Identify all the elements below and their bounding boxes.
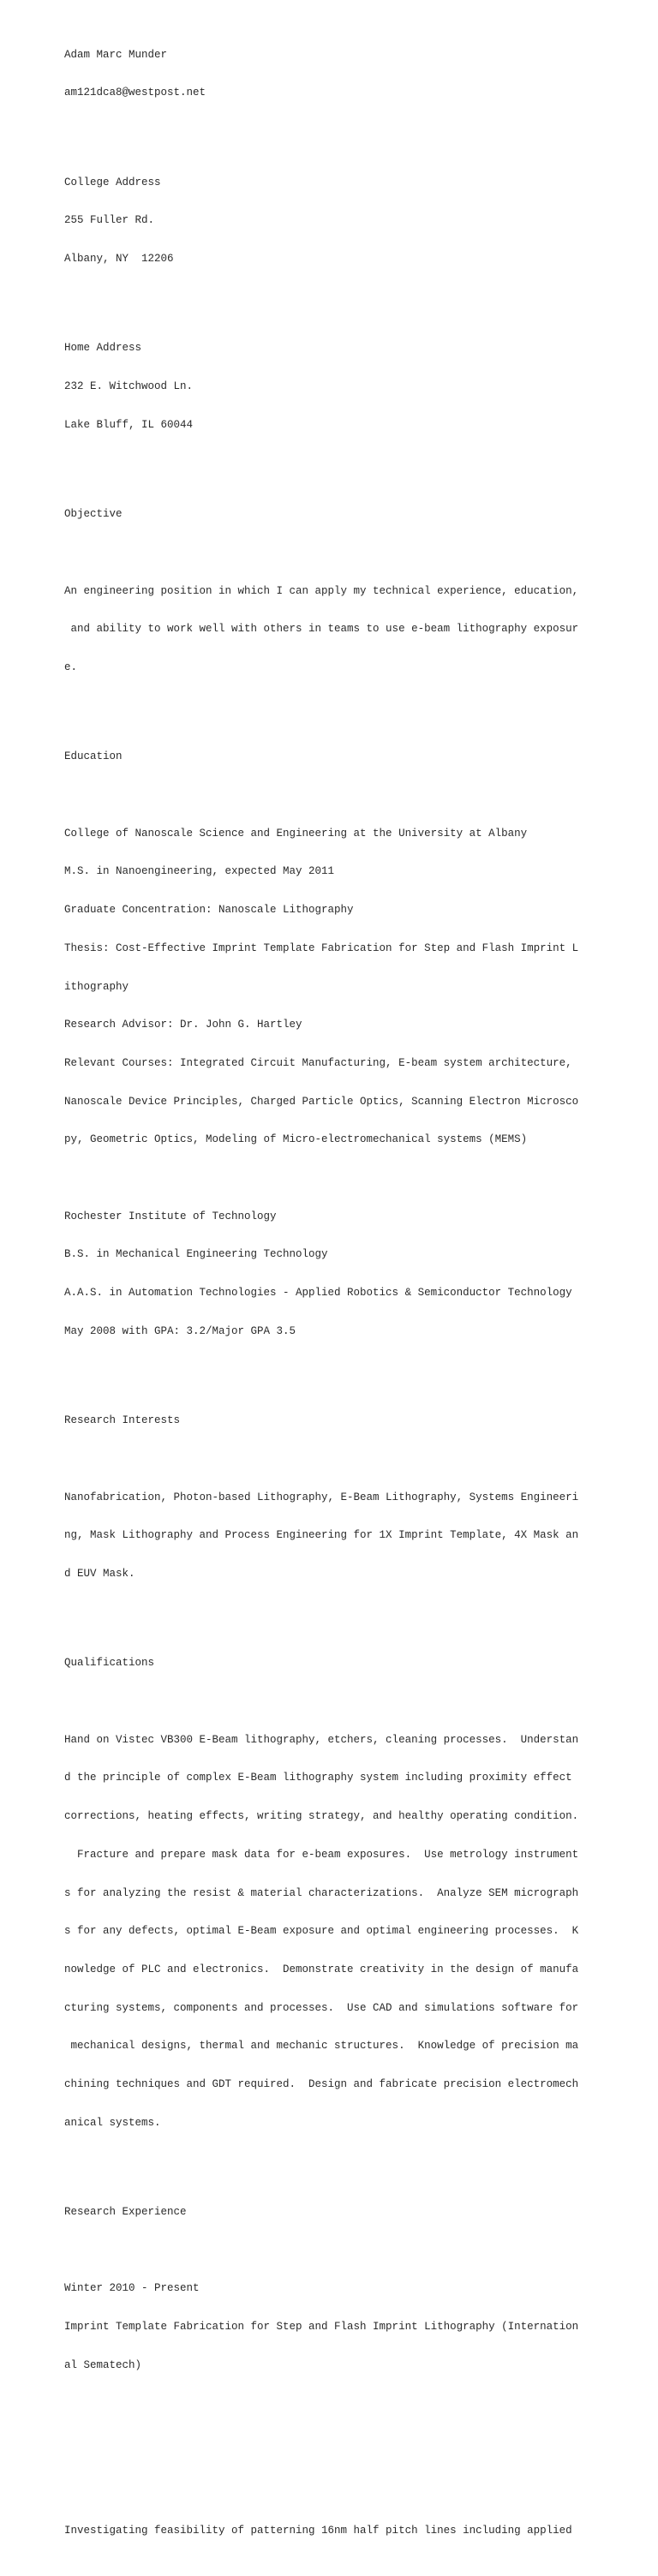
qualifications-heading: Qualifications <box>64 1657 155 1670</box>
qualifications-line: d the principle of complex E-Beam lithography system including proximity effect <box>64 1772 572 1784</box>
education-line: Relevant Courses: Integrated Circuit Manufacturing, E-beam system architecture, <box>64 1056 572 1069</box>
qualifications-line: nowledge of PLC and electronics. Demonstrate creativity in the design of manufa <box>64 1963 579 1975</box>
home-address-city: Lake Bluff, IL 60044 <box>64 418 194 431</box>
objective-heading: Objective <box>64 508 123 521</box>
research-experience-line: Imprint Template Fabrication for Step and Flash Imprint Lithography (Internation <box>64 2321 579 2334</box>
research-interests-heading: Research Interests <box>64 1414 181 1427</box>
research-experience-line: al Sematech) <box>64 2358 142 2371</box>
qualifications-line: Hand on Vistec VB300 E-Beam lithography, etchers, cleaning processes. Understan <box>64 1733 579 1746</box>
research-interests-line: ng, Mask Lithography and Process Engineering for 1X Imprint Template, 4X Mask an <box>64 1529 579 1542</box>
resume-text <box>64 10 587 2576</box>
education-line: M.S. in Nanoengineering, expected May 2011 <box>64 865 335 878</box>
education-line: ithography <box>64 980 129 993</box>
education-line: Research Advisor: Dr. John G. Hartley <box>64 1019 302 1031</box>
college-address-city: Albany, NY 12206 <box>64 253 174 266</box>
home-address-street: 232 E. Witchwood Ln. <box>64 380 194 393</box>
research-interests-line: d EUV Mask. <box>64 1567 135 1580</box>
education-line: Graduate Concentration: Nanoscale Lithography <box>64 904 354 917</box>
research-experience-line: Winter 2010 - Present <box>64 2282 200 2295</box>
research-experience-heading: Research Experience <box>64 2206 187 2219</box>
objective-line: and ability to work well with others in teams to use e-beam lithography exposur <box>64 623 579 636</box>
qualifications-line: anical systems. <box>64 2116 161 2129</box>
qualifications-line: cturing systems, components and processes. Use CAD and simulations software for <box>64 2001 579 2014</box>
education-line: College of Nanoscale Science and Engineering at the University at Albany <box>64 827 528 840</box>
education-heading: Education <box>64 750 123 763</box>
qualifications-line: s for any defects, optimal E-Beam exposure and optimal engineering processes. K <box>64 1925 579 1938</box>
qualifications-line: s for analyzing the resist & material characterizations. Analyze SEM micrograph <box>64 1886 579 1899</box>
qualifications-line: corrections, heating effects, writing strategy, and healthy operating condition. <box>64 1810 579 1823</box>
applicant-name: Adam Marc Munder <box>64 48 168 61</box>
home-address-label: Home Address <box>64 342 142 355</box>
college-address-street: 255 Fuller Rd. <box>64 214 155 227</box>
objective-line: e. <box>64 660 78 673</box>
qualifications-line: Fracture and prepare mask data for e-beam exposures. Use metrology instrument <box>64 1848 579 1861</box>
education-line: Nanoscale Device Principles, Charged Particle Optics, Scanning Electron Microsco <box>64 1095 579 1108</box>
research-experience-trailing-line: Investigating feasibility of patterning 16nm half pitch lines including applied <box>64 2525 572 2537</box>
applicant-email: am121dca8@westpost.net <box>64 87 206 99</box>
education-line: May 2008 with GPA: 3.2/Major GPA 3.5 <box>64 1324 296 1337</box>
college-address-label: College Address <box>64 176 161 188</box>
qualifications-line: chining techniques and GDT required. Design and fabricate precision electromech <box>64 2078 579 2091</box>
qualifications-line: mechanical designs, thermal and mechanic structures. Knowledge of precision ma <box>64 2040 579 2053</box>
education-line: A.A.S. in Automation Technologies - Applied Robotics & Semiconductor Technology <box>64 1287 572 1300</box>
education-line: B.S. in Mechanical Engineering Technology <box>64 1248 328 1261</box>
objective-line: An engineering position in which I can apply my technical experience, education, <box>64 584 579 597</box>
education-line: Thesis: Cost-Effective Imprint Template Fabrication for Step and Flash Imprint L <box>64 941 579 954</box>
research-interests-line: Nanofabrication, Photon-based Lithography, E-Beam Lithography, Systems Engineeri <box>64 1491 579 1503</box>
education-line: Rochester Institute of Technology <box>64 1210 277 1222</box>
education-line: py, Geometric Optics, Modeling of Micro-electromechanical systems (MEMS) <box>64 1133 528 1146</box>
